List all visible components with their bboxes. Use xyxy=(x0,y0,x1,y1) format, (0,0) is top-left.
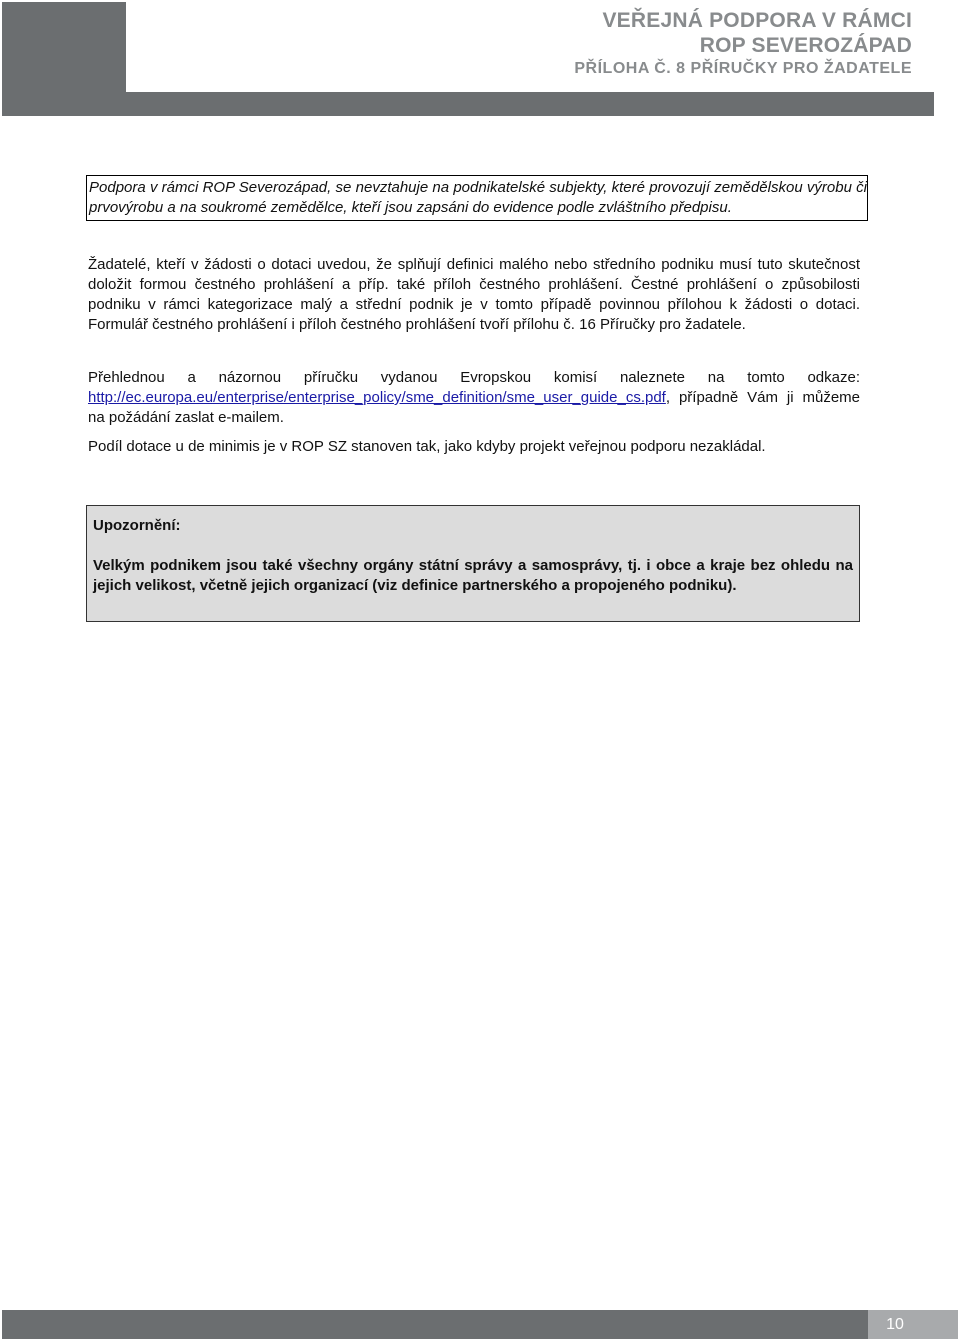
header-decor-block xyxy=(2,2,126,116)
document-header xyxy=(574,8,912,80)
header-title-line2: ROP SEVEROZÁPAD xyxy=(699,34,912,57)
guide-pdf-link[interactable]: http://ec.europa.eu/enterprise/enterprise_policy/sme_definition/sme_user_guide_cs.pdf xyxy=(88,389,666,406)
warning-text: Velkým podnikem jsou také všechny orgány státní správy a samosprávy, tj. i obce a kraje bez ohledu na jejich velikost, včetně jejich organizací (viz definice partnerského a propojeného podniku). xyxy=(93,557,853,594)
paragraph-sme-declaration: Žadatelé, kteří v žádosti o dotaci uvedou, že splňují definici malého nebo středního podniku musí tuto skutečnost doložit formou čestného prohlášení a příp. také příloh čestného prohlášení. Čestné prohlášení o způsobilosti podniku v rámci kategorizace malý a střední podnik je v tomto případě povinnou přílohou k žádosti o dotaci. Formulář čestného prohlášení i příloh čestného prohlášení tvoří přílohu č. 16 Příručky pro žadatele. xyxy=(88,256,860,333)
paragraph-guide-tail: , případně Vám ji můžeme na požádání zaslat e-mailem. xyxy=(88,389,860,426)
note-box: Podpora v rámci ROP Severozápad, se nevztahuje na podnikatelské subjekty, které provozují zemědělskou výrobu či prvovýrobu a na soukromé zemědělce, kteří jsou zapsáni do evidence podle zvláštního předpisu. xyxy=(86,175,868,221)
footer-bar xyxy=(2,1310,868,1339)
paragraph-guide-text: Přehlednou a názornou příručku vydanou Evropskou komisí naleznete na tomto odkaze: xyxy=(88,369,860,386)
warning-box xyxy=(86,505,860,622)
page-number-box xyxy=(868,1310,958,1339)
header-subtitle: PŘÍLOHA Č. 8 PŘÍRUČKY PRO ŽADATELE xyxy=(574,60,912,77)
page-number: 10 xyxy=(886,1316,904,1333)
header-decor-bar xyxy=(126,92,934,116)
header-title-line1: VEŘEJNÁ PODPORA V RÁMCI xyxy=(602,9,912,32)
paragraph-de-minimis: Podíl dotace u de minimis je v ROP SZ stanoven tak, jako kdyby projekt veřejnou podporu nezakládal. xyxy=(88,438,766,455)
warning-title: Upozornění: xyxy=(93,517,181,534)
paragraph-guide-link xyxy=(88,368,860,428)
